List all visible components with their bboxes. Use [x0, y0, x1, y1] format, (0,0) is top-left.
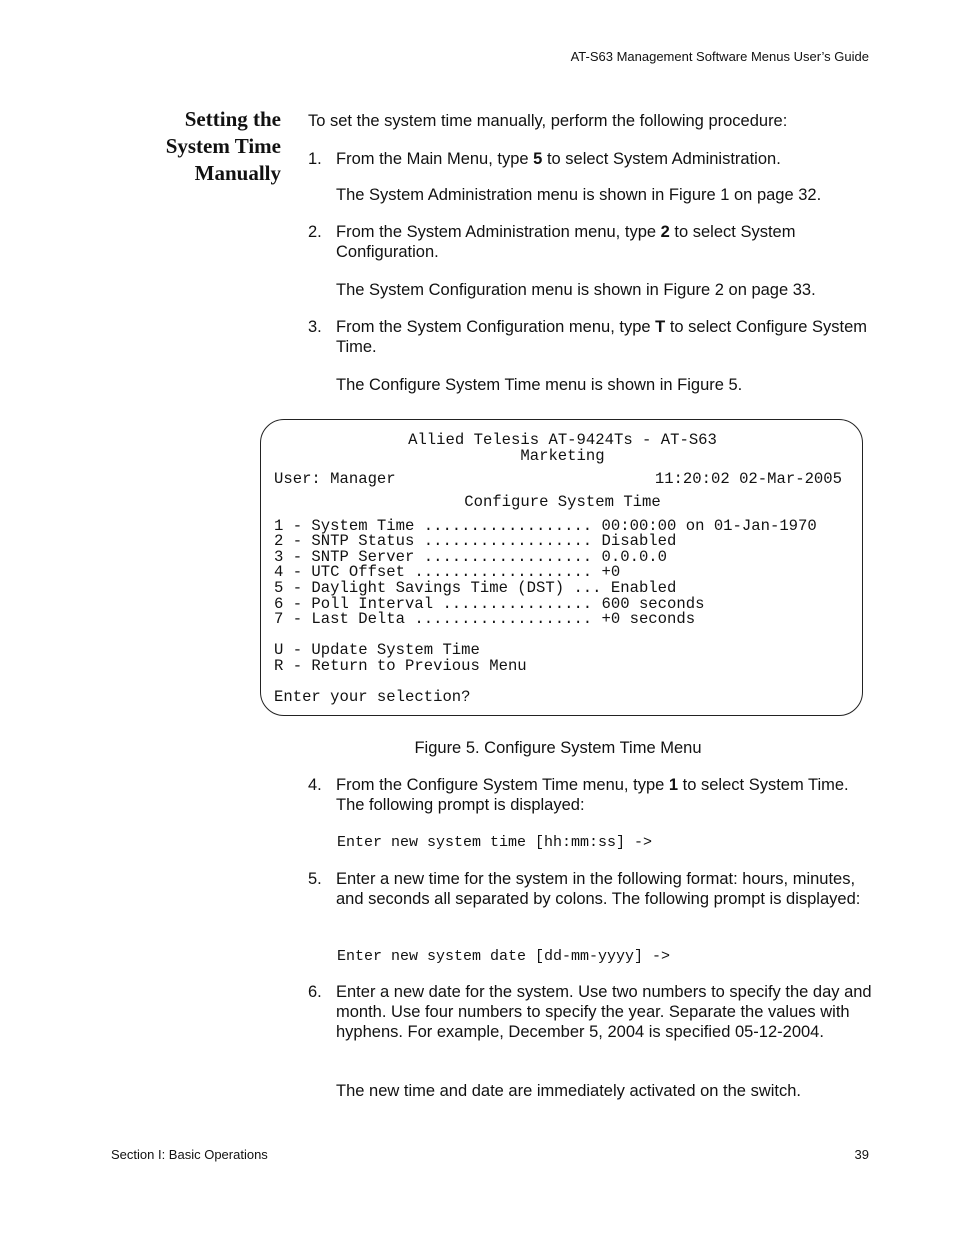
terminal-datetime: 11:20:02 02-Mar-2005 — [654, 470, 842, 488]
menu-item-sntp-server: 3 - SNTP Server .................. 0.0.0.0 — [274, 548, 668, 566]
step-number: 5. — [308, 870, 322, 888]
step-6-note: The new time and date are immediately activated on the switch. — [336, 1082, 801, 1100]
terminal-location: Marketing — [520, 447, 605, 465]
key-label: T — [655, 318, 666, 336]
page-number: 39 — [854, 1147, 869, 1162]
terminal-user: User: Manager — [274, 470, 396, 488]
terminal-prompt: Enter your selection? — [274, 688, 471, 706]
menu-item-system-time: 1 - System Time .................. 00:00:00 on 01-Jan-1970 — [274, 517, 817, 535]
step-number: 3. — [308, 318, 322, 336]
step-2-note: The System Configuration menu is shown in Figure 2 on page 33. — [336, 281, 816, 299]
menu-item-return: R - Return to Previous Menu — [274, 657, 527, 675]
menu-item-dst: 5 - Daylight Savings Time (DST) ... Enabled — [274, 579, 677, 597]
step-1-note: The System Administration menu is shown in Figure 1 on page 32. — [336, 186, 822, 204]
key-label: 5 — [533, 150, 543, 168]
step-text: From the Main Menu, type 5 to select System Administration. — [336, 150, 781, 168]
menu-item-utc-offset: 4 - UTC Offset ................... +0 — [274, 563, 621, 581]
footer-section: Section I: Basic Operations — [111, 1147, 268, 1162]
menu-item-last-delta: 7 - Last Delta ................... +0 seconds — [274, 610, 696, 628]
key-label: 1 — [668, 776, 679, 794]
running-header: AT-S63 Management Software Menus User’s Guide — [570, 49, 869, 64]
step-text: From the System Administration menu, type 2 to select System Configuration. — [336, 223, 796, 261]
heading-line-3: Manually — [194, 161, 281, 185]
date-prompt: Enter new system date [dd-mm-yyyy] -> — [337, 948, 671, 965]
heading-line-1: Setting the — [184, 107, 281, 131]
menu-item-poll-interval: 6 - Poll Interval ................ 600 seconds — [274, 595, 705, 613]
step-number: 4. — [308, 776, 322, 794]
terminal-menu-title: Configure System Time — [464, 493, 661, 511]
intro-paragraph: To set the system time manually, perform the following procedure: — [308, 112, 788, 130]
step-3-note: The Configure System Time menu is shown in Figure 5. — [336, 376, 743, 394]
step-text: Enter a new date for the system. Use two numbers to specify the day and month. Use four numbers to specify the year. Separate the values with hyphens. For example, December 5, 2004 is specified 05-12-2004. — [336, 983, 872, 1041]
time-prompt: Enter new system time [hh:mm:ss] -> — [337, 834, 653, 851]
step-text: From the System Configuration menu, type T to select Configure System Time. — [336, 318, 867, 356]
figure-caption: Figure 5. Configure System Time Menu — [414, 739, 702, 757]
menu-item-sntp-status: 2 - SNTP Status .................. Disabled — [274, 532, 677, 550]
step-number: 6. — [308, 983, 322, 1001]
terminal-product: Allied Telesis AT-9424Ts - AT-S63 — [408, 431, 717, 449]
step-text: From the Configure System Time menu, type 1 to select System Time. The following prompt is displayed: — [336, 776, 849, 814]
step-text: Enter a new time for the system in the following format: hours, minutes, and seconds all separated by colons. The following prompt is displayed: — [336, 870, 861, 908]
terminal-screen — [260, 419, 863, 716]
step-number: 1. — [308, 150, 322, 168]
section-heading — [130, 106, 281, 187]
key-label: 2 — [660, 223, 670, 241]
step-number: 2. — [308, 223, 322, 241]
menu-item-update: U - Update System Time — [274, 641, 480, 659]
heading-line-2: System Time — [165, 134, 281, 158]
